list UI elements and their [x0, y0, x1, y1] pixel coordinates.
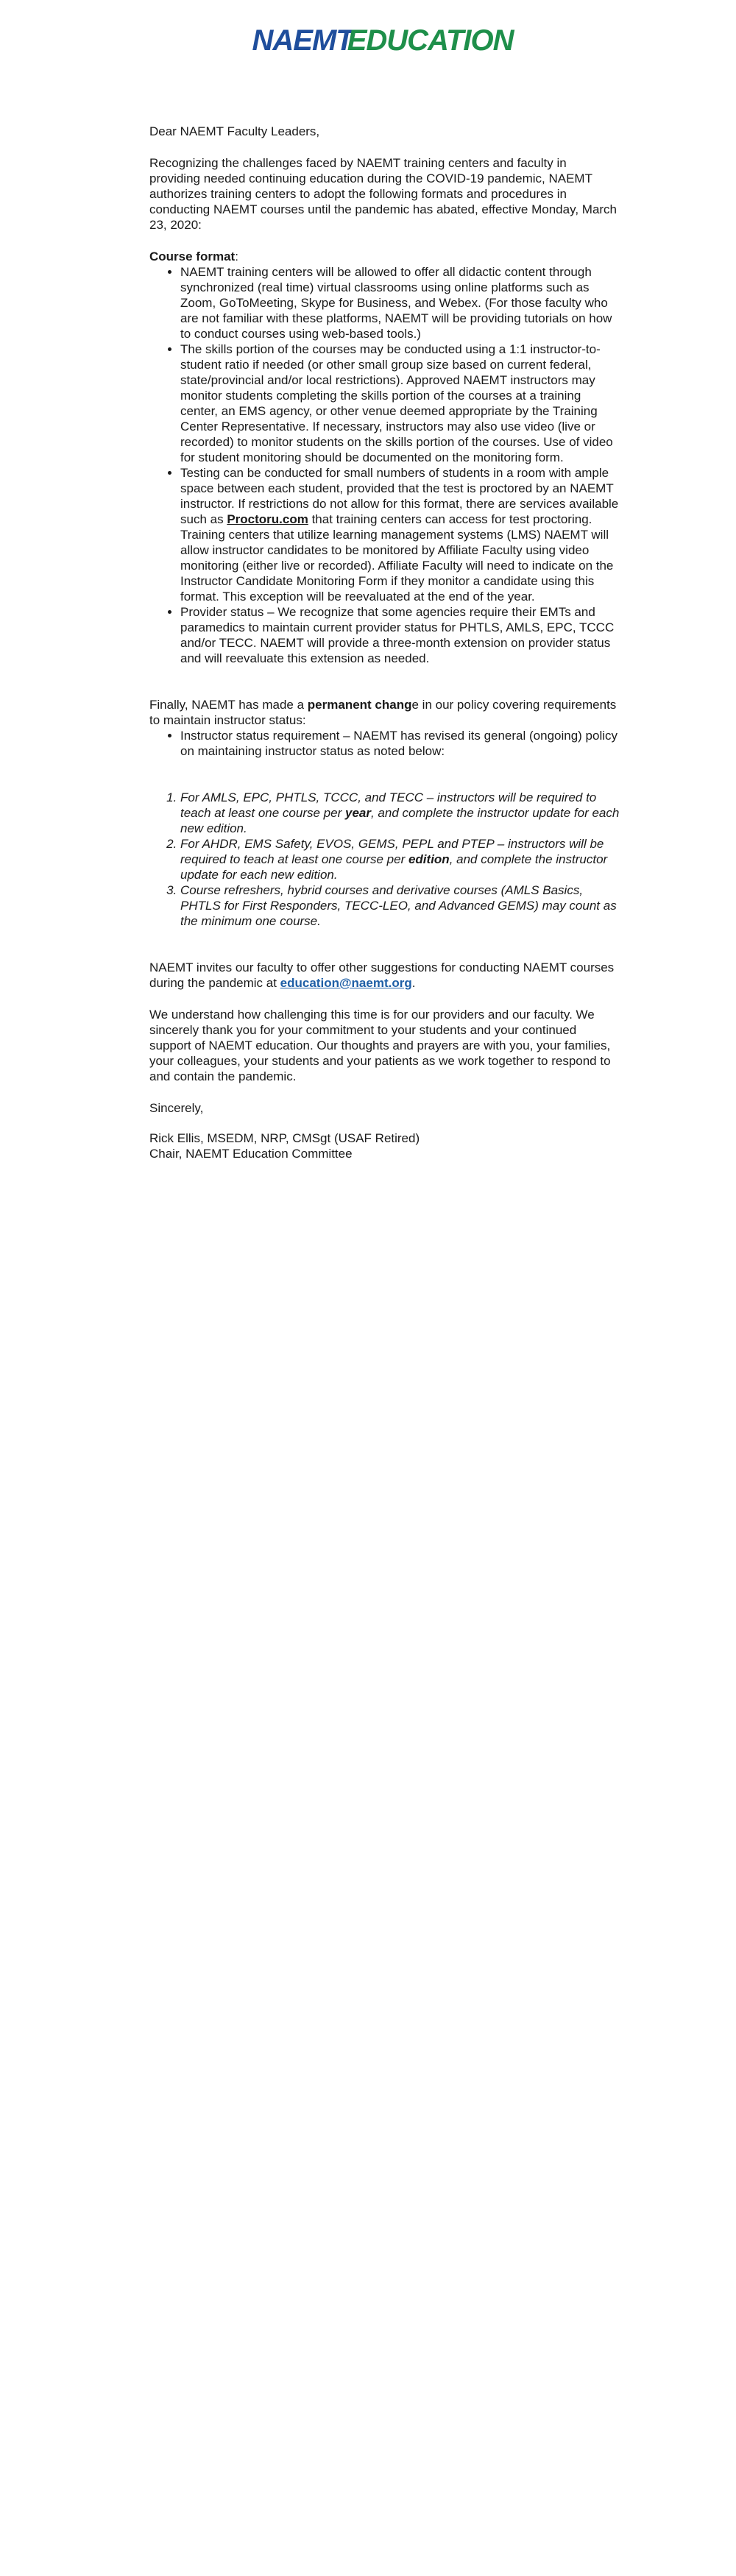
invite-text-before: NAEMT invites our faculty to offer other suggestions for conducting NAEMT courses during the pandemic at — [149, 960, 615, 990]
signature-block — [149, 1130, 620, 1161]
finally-paragraph — [149, 697, 620, 728]
signer-title: Chair, NAEMT Education Committee — [149, 1147, 353, 1161]
sign-off: Sincerely, — [149, 1101, 204, 1115]
finally-text-before: Finally, NAEMT has made a — [149, 698, 308, 712]
signer-name: Rick Ellis, MSEDM, NRP, CMSgt (USAF Retired) — [149, 1131, 420, 1145]
finally-text-after: e in our policy covering requirements to maintain instructor status: — [149, 698, 617, 727]
list-item — [180, 836, 620, 882]
item-1-text-before: For AMLS, EPC, PHTLS, TCCC, and TECC – instructors will be required to teach at least one course per — [180, 790, 597, 820]
course-format-colon: : — [235, 250, 238, 263]
instructor-requirements-list — [149, 790, 620, 929]
course-format-label: Course format — [149, 250, 236, 263]
course-format-heading — [149, 249, 620, 264]
list-item: • Instructor status requirement – NAEMT has revised its general (ongoing) policy on maintaining instructor status as noted below: — [180, 728, 620, 759]
list-item — [180, 465, 620, 604]
education-email-link[interactable]: education@naemt.org — [280, 976, 412, 990]
list-item: • Provider status – We recognize that some agencies require their EMTs and paramedics to maintain current provider status for PHTLS, AMLS, EPC, TCCC and/or TECC. NAEMT will provide a three-month extension on provider status and will reevaluate this extension as needed. — [180, 604, 620, 666]
testing-text-after: that training centers can access for test proctoring. Training centers that utilize learning management systems (LMS) NAEMT will allow instructor candidates to be monitored by Affiliate Faculty using video monitoring (either live or recorded). Affiliate Faculty will need to indicate on the Instructor Candidate Monitoring Form if they monitor a candidate using this format. This exception will be reevaluated at the end of the year. — [180, 512, 614, 604]
bullet-list-provider-status — [149, 604, 620, 666]
item-1-text-bold: year — [344, 806, 371, 820]
list-item: • NAEMT training centers will be allowed to offer all didactic content through synchronized (real time) virtual classrooms using online platforms such as Zoom, GoToMeeting, Skype for Business, and Webex. (For those faculty who are not familiar with these platforms, NAEMT will be providing tutorials on how to conduct courses using web-based tools.) — [180, 264, 620, 342]
naemt-education-logo — [252, 12, 514, 69]
letter-body — [149, 124, 620, 1161]
bullet-list-skills — [149, 342, 620, 465]
bullet-list-testing — [149, 465, 620, 604]
item-2-text-bold: edition — [408, 852, 450, 866]
finally-text-bold: permanent chang — [307, 698, 412, 712]
logo-text-naemt: NAEMT — [252, 24, 353, 57]
list-item: • The skills portion of the courses may be conducted using a 1:1 instructor-to-student ratio if needed (or other small group size based on current federal, state/provincial and/or local restrictions). Approved NAEMT instructors may monitor students completing the skills portion of the courses at a training center, an EMS agency, or other venue deemed appropriate by the Training Center Representative. If necessary, instructors may also use video (live or recorded) to monitor students on the skills portion of the courses. Use of video for student monitoring should be documented on the monitoring form. — [180, 342, 620, 465]
list-item: 3. Course refreshers, hybrid courses and derivative courses (AMLS Basics, PHTLS for First Responders, TECC-LEO, and Advanced GEMS) may count as the minimum one course. — [180, 882, 620, 929]
item-1-text-after: , and complete the instructor update for each new edition. — [180, 806, 620, 835]
bullet-list-didactic — [149, 264, 620, 342]
logo-text-education: EDUCATION — [347, 24, 514, 57]
invite-paragraph — [149, 960, 620, 991]
item-2-text-before: For AHDR, EMS Safety, EVOS, GEMS, PEPL and PTEP – instructors will be required to teach at least one course per — [180, 837, 604, 866]
bullet-list-instructor-status — [149, 728, 620, 759]
invite-text-after: . — [411, 976, 416, 990]
salutation: Dear NAEMT Faculty Leaders, — [149, 124, 320, 138]
intro-paragraph: Recognizing the challenges faced by NAEMT training centers and faculty in providing needed continuing education during the COVID-19 pandemic, NAEMT authorizes training centers to adopt the following formats and procedures in conducting NAEMT courses until the pandemic has abated, effective Monday, March 23, 2020: — [149, 156, 618, 232]
testing-text-before: Testing can be conducted for small numbers of students in a room with ample space between each student, provided that the test is proctored by an NAEMT instructor. If restrictions do not allow for this format, there are services available such as — [180, 466, 619, 526]
list-item — [180, 790, 620, 836]
closing-paragraph: We understand how challenging this time is for our providers and our faculty. We sincerely thank you for your commitment to your students and your continued support of NAEMT education. Our thoughts and prayers are with you, your families, your colleagues, your students and your patients as we work together to respond to and contain the pandemic. — [149, 1008, 611, 1083]
proctoru-link[interactable]: Proctoru.com — [227, 512, 308, 526]
item-2-text-after: , and complete the instructor update for each new edition. — [180, 852, 608, 882]
